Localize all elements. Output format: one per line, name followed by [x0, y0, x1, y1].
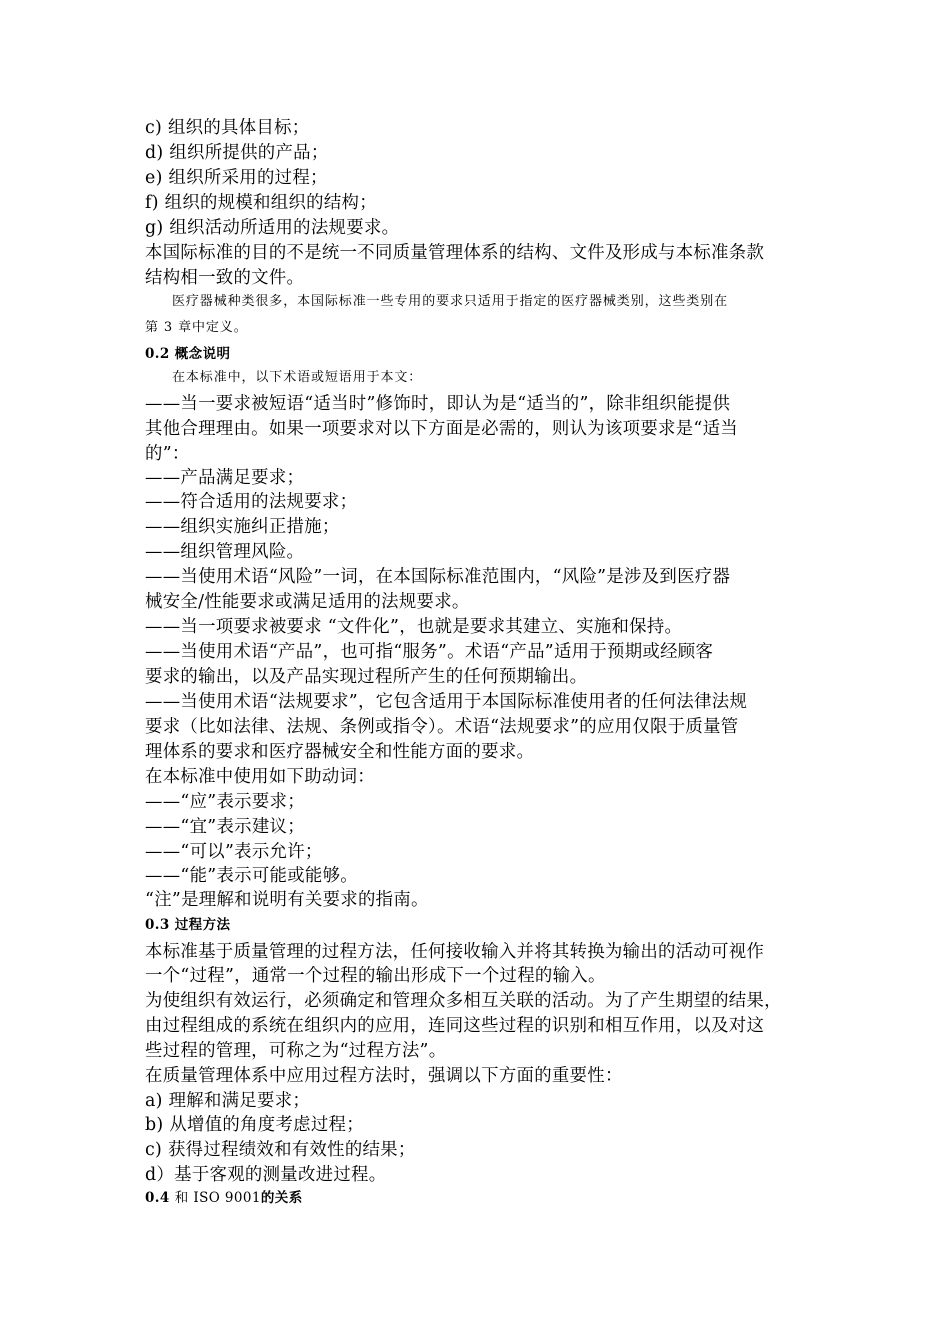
paragraph-line: ——当使用术语“产品”，也可指“服务”。术语“产品”适用于预期或经顾客 — [145, 642, 714, 662]
paragraph-line: 其他合理理由。如果一项要求对以下方面是必需的，则认为该项要求是“适当 — [145, 419, 738, 439]
list-item-a: a) 理解和满足要求； — [145, 1091, 311, 1111]
paragraph-line: 本标准基于质量管理的过程方法，任何接收输入并将其转换为输出的活动可视作 — [145, 942, 765, 962]
paragraph-line: ——当使用术语“法规要求”，它包含适用于本国际标准使用者的任何法律法规 — [145, 692, 748, 712]
intro-line: 在本标准中，以下术语或短语用于本文： — [172, 370, 423, 385]
dash-item: ——“应”表示要求； — [145, 792, 305, 812]
section-heading-0-3: 0.3 过程方法 — [145, 917, 231, 933]
paragraph-line: 一个“过程”，通常一个过程的输出形成下一个过程的输入。 — [145, 966, 606, 986]
heading-text-iso: 和 ISO 9001 — [174, 1190, 261, 1206]
dash-item: ——组织实施纠正措施； — [145, 517, 340, 537]
list-item-c: c) 获得过程绩效和有效性的结果； — [145, 1140, 416, 1160]
list-item-g: g) 组织活动所适用的法规要求。 — [145, 218, 400, 238]
paragraph-line: 要求的输出，以及产品实现过程所产生的任何预期输出。 — [145, 667, 588, 687]
paragraph-line: 本国际标准的目的不是统一不同质量管理体系的结构、文件及形成与本标准条款 — [145, 243, 765, 263]
heading-number: 0.4 — [145, 1190, 170, 1206]
heading-text-relation: 的关系 — [260, 1190, 303, 1206]
list-item-d: d）基于客观的测量改进过程。 — [145, 1165, 387, 1185]
dash-item: ——产品满足要求； — [145, 468, 305, 488]
paragraph-line: 结构相一致的文件。 — [145, 268, 305, 288]
list-item-f: f) 组织的规模和组织的结构； — [145, 193, 377, 213]
dash-item: ——“宜”表示建议； — [145, 817, 305, 837]
paragraph-line: 要求（比如法律、法规、条例或指令）。术语“法规要求”的应用仅限于质量管 — [145, 717, 739, 737]
section-heading-0-2: 0.2 概念说明 — [145, 346, 231, 362]
note-line: 第 3 章中定义。 — [145, 320, 248, 335]
paragraph-line: 为使组织有效运行，必须确定和管理众多相互关联的活动。为了产生期望的结果， — [145, 991, 782, 1011]
paragraph-line: ——当一项要求被要求 “文件化”，也就是要求其建立、实施和保持。 — [145, 617, 683, 637]
list-item-c: c) 组织的具体目标； — [145, 118, 310, 138]
list-item-b: b) 从增值的角度考虑过程； — [145, 1115, 364, 1135]
paragraph-line: 械安全/性能要求或满足适用的法规要求。 — [145, 592, 470, 612]
note-line: 医疗器械种类很多，本国际标准一些专用的要求只适用于指定的医疗器械类别，这些类别在 — [172, 294, 729, 309]
paragraph-line: 理体系的要求和医疗器械安全和性能方面的要求。 — [145, 742, 535, 762]
paragraph-line: ——当一要求被短语“适当时”修饰时，即认为是“适当的”，除非组织能提供 — [145, 394, 731, 414]
paragraph-line: 在质量管理体系中应用过程方法时，强调以下方面的重要性： — [145, 1066, 623, 1086]
dash-item: ——“能”表示可能或能够。 — [145, 866, 358, 886]
paragraph-line: 的”： — [145, 444, 190, 464]
paragraph-line: 在本标准中使用如下助动词： — [145, 767, 375, 787]
paragraph-line: 些过程的管理，可称之为“过程方法”。 — [145, 1041, 447, 1061]
dash-item: ——组织管理风险。 — [145, 542, 305, 562]
dash-item: ——“可以”表示允许； — [145, 842, 323, 862]
dash-item: ——符合适用的法规要求； — [145, 492, 358, 512]
paragraph-line: 由过程组成的系统在组织内的应用，连同这些过程的识别和相互作用，以及对这 — [145, 1016, 765, 1036]
paragraph-line: ——当使用术语“风险”一词，在本国际标准范围内，“风险”是涉及到医疗器 — [145, 567, 731, 587]
list-item-d: d) 组织所提供的产品； — [145, 143, 329, 163]
paragraph-line: “注”是理解和说明有关要求的指南。 — [145, 890, 429, 910]
section-heading-0-4 — [145, 1188, 303, 1208]
list-item-e: e) 组织所采用的过程； — [145, 168, 328, 188]
